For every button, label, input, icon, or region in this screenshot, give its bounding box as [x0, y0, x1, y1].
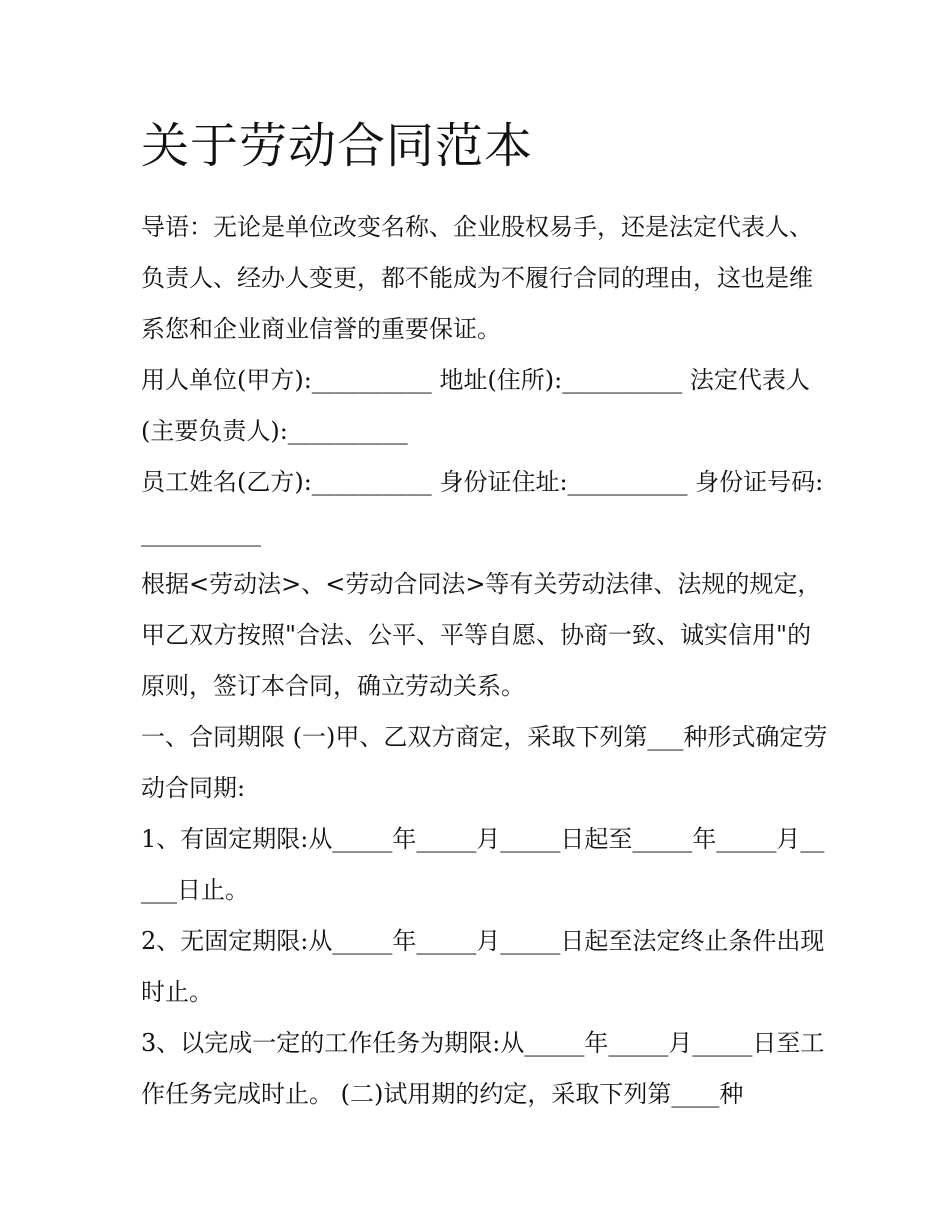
- document-body: [141, 110, 831, 1120]
- task-term-paragraph: 3、以完成一定的工作任务为期限:从_____年_____月_____日至工作任务完成时止。 (二)试用期的约定，采取下列第____种: [141, 1029, 825, 1108]
- contract-term-paragraph: 一、合同期限 (一)甲、乙双方商定，采取下列第___种形式确定劳动合同期:: [141, 723, 828, 802]
- document-title: 关于劳动合同范本: [141, 118, 534, 174]
- open-term-paragraph: 2、无固定期限:从_____年_____月_____日起至法定终止条件出现时止。: [141, 927, 825, 1006]
- intro-paragraph: 导语：无论是单位改变名称、企业股权易手，还是法定代表人、负责人、经办人变更，都不能成为不履行合同的理由，这也是维系您和企业商业信誉的重要保证。: [141, 213, 813, 343]
- employer-info-paragraph: 用人单位(甲方):__________ 地址(住所):__________ 法定代表人(主要负责人):__________: [141, 366, 810, 445]
- employee-info-paragraph: 员工姓名(乙方):__________ 身份证住址:__________ 身份证号码:__________: [141, 468, 824, 547]
- fixed-term-paragraph: 1、有固定期限:从_____年_____月_____日起至_____年_____月_____日止。: [141, 825, 825, 904]
- legal-basis-paragraph: 根据<劳动法>、<劳动合同法>等有关劳动法律、法规的规定，甲乙双方按照"合法、公平、平等自愿、协商一致、诚实信用"的原则，签订本合同，确立劳动关系。: [141, 570, 822, 700]
